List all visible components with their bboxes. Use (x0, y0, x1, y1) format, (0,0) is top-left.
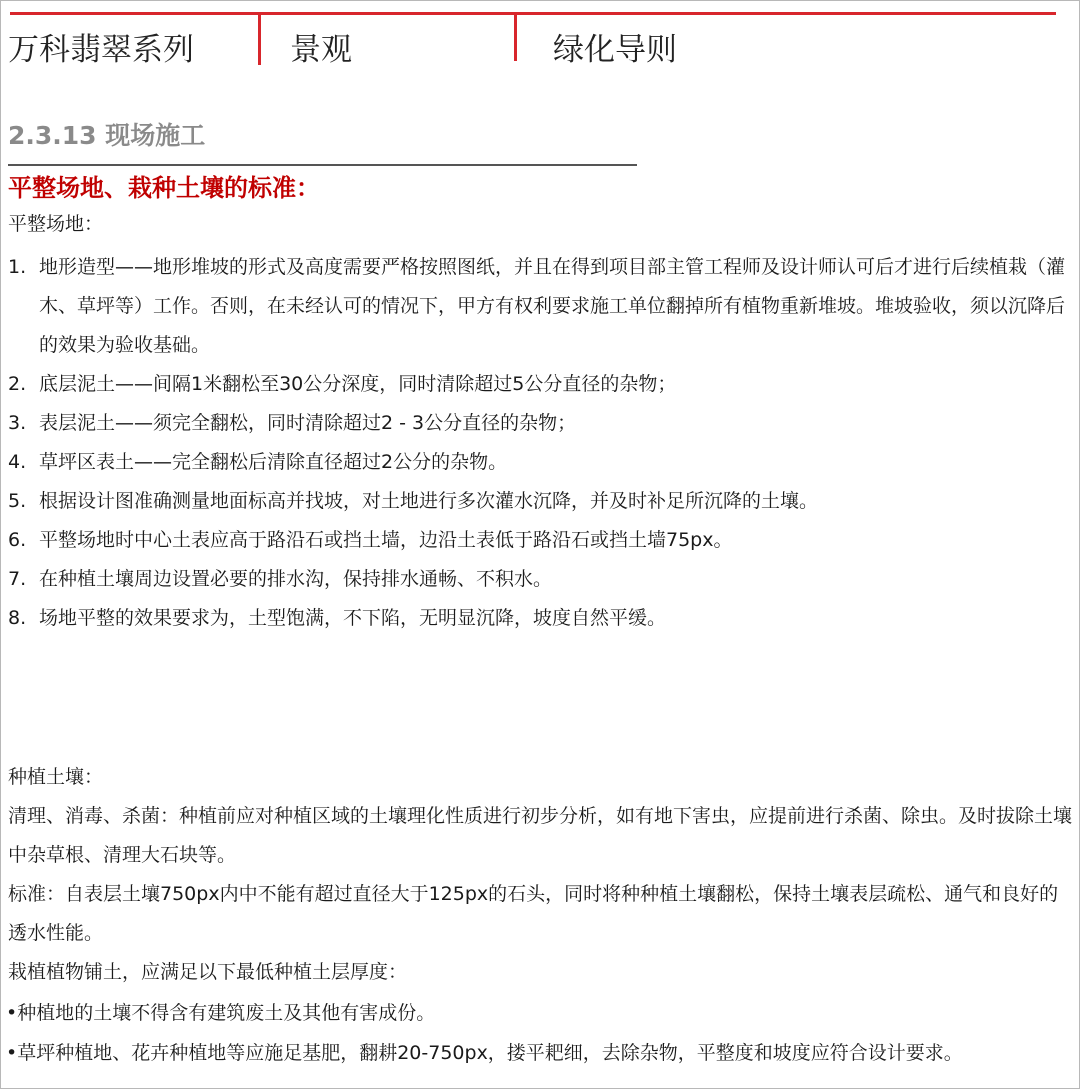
list-item-text: 平整场地时中心土表应高于路沿石或挡土墙，边沿土表低于路沿石或挡土墙75px。 (39, 529, 733, 551)
subsection-title: 平整场地、栽种土壤的标准： (8, 174, 320, 202)
list-item (0, 482, 1080, 521)
leveling-heading: 平整场地： (8, 213, 104, 235)
header-category: 景观 (290, 32, 352, 68)
list-item-text: 草坪区表土——完全翻松后清除直径超过2公分的杂物。 (39, 451, 508, 473)
list-item-number: 4. (8, 451, 27, 473)
planting-bullet-1: •种植地的土壤不得含有建筑废土及其他有害成份。 (6, 1002, 436, 1024)
planting-standard-paragraph: 标准：自表层土壤750px内中不能有超过直径大于125px的石头，同时将种种植土壤翻松，保持土壤表层疏松、通气和良好的透水性能。 (8, 883, 1059, 944)
list-item-text: 根据设计图准确测量地面标高并找坡，对土地进行多次灌水沉降，并及时补足所沉降的土壤。 (39, 490, 819, 512)
list-item-number: 8. (8, 607, 27, 629)
planting-bullet-2: •草坪种植地、花卉种植地等应施足基肥，翻耕20-750px，搂平耙细，去除杂物，平整度和坡度应符合设计要求。 (6, 1042, 963, 1064)
list-item (0, 521, 1080, 560)
header-guide: 绿化导则 (553, 32, 677, 68)
list-item (0, 365, 1080, 404)
list-item-number: 2. (8, 373, 27, 395)
header-red-rule (10, 12, 1056, 15)
list-item-text: 在种植土壤周边设置必要的排水沟，保持排水通畅、不积水。 (39, 568, 553, 590)
list-item (0, 443, 1080, 482)
list-item (0, 599, 1080, 638)
header-series: 万科翡翠系列 (8, 32, 194, 68)
planting-soil-intro: 栽植植物铺土，应满足以下最低种植土层厚度： (8, 961, 408, 983)
leveling-list (0, 248, 1080, 638)
list-item-number: 3. (8, 412, 27, 434)
list-item (0, 560, 1080, 599)
section-title: 2.3.13 现场施工 (8, 121, 206, 150)
header-divider-1 (258, 15, 261, 65)
list-item-number: 5. (8, 490, 27, 512)
list-item-text: 表层泥土——须完全翻松，同时清除超过2 - 3公分直径的杂物； (39, 412, 577, 434)
list-item-text: 场地平整的效果要求为，土型饱满，不下陷，无明显沉降，坡度自然平缓。 (39, 607, 667, 629)
list-item-number: 6. (8, 529, 27, 551)
planting-cleaning-paragraph: 清理、消毒、杀菌：种植前应对种植区域的土壤理化性质进行初步分析，如有地下害虫，应提前进行杀菌、除虫。及时拔除土壤中杂草根、清理大石块等。 (8, 805, 1073, 866)
section-title-underline (8, 164, 637, 166)
list-item (0, 404, 1080, 443)
list-item-number: 1. (8, 256, 27, 278)
list-item-number: 7. (8, 568, 27, 590)
list-item-text: 底层泥土——间隔1米翻松至30公分深度，同时清除超过5公分直径的杂物； (39, 373, 677, 395)
planting-heading: 种植土壤： (8, 766, 104, 788)
header-divider-2 (514, 15, 517, 61)
list-item (0, 248, 1080, 365)
list-item-text: 地形造型——地形堆坡的形式及高度需要严格按照图纸，并且在得到项目部主管工程师及设计师认可后才进行后续植栽（灌木、草坪等）工作。否则，在未经认可的情况下，甲方有权利要求施工单位翻掉所有植物重新堆坡。堆坡验收，须以沉降后的效果为验收基础。 (39, 256, 1066, 356)
